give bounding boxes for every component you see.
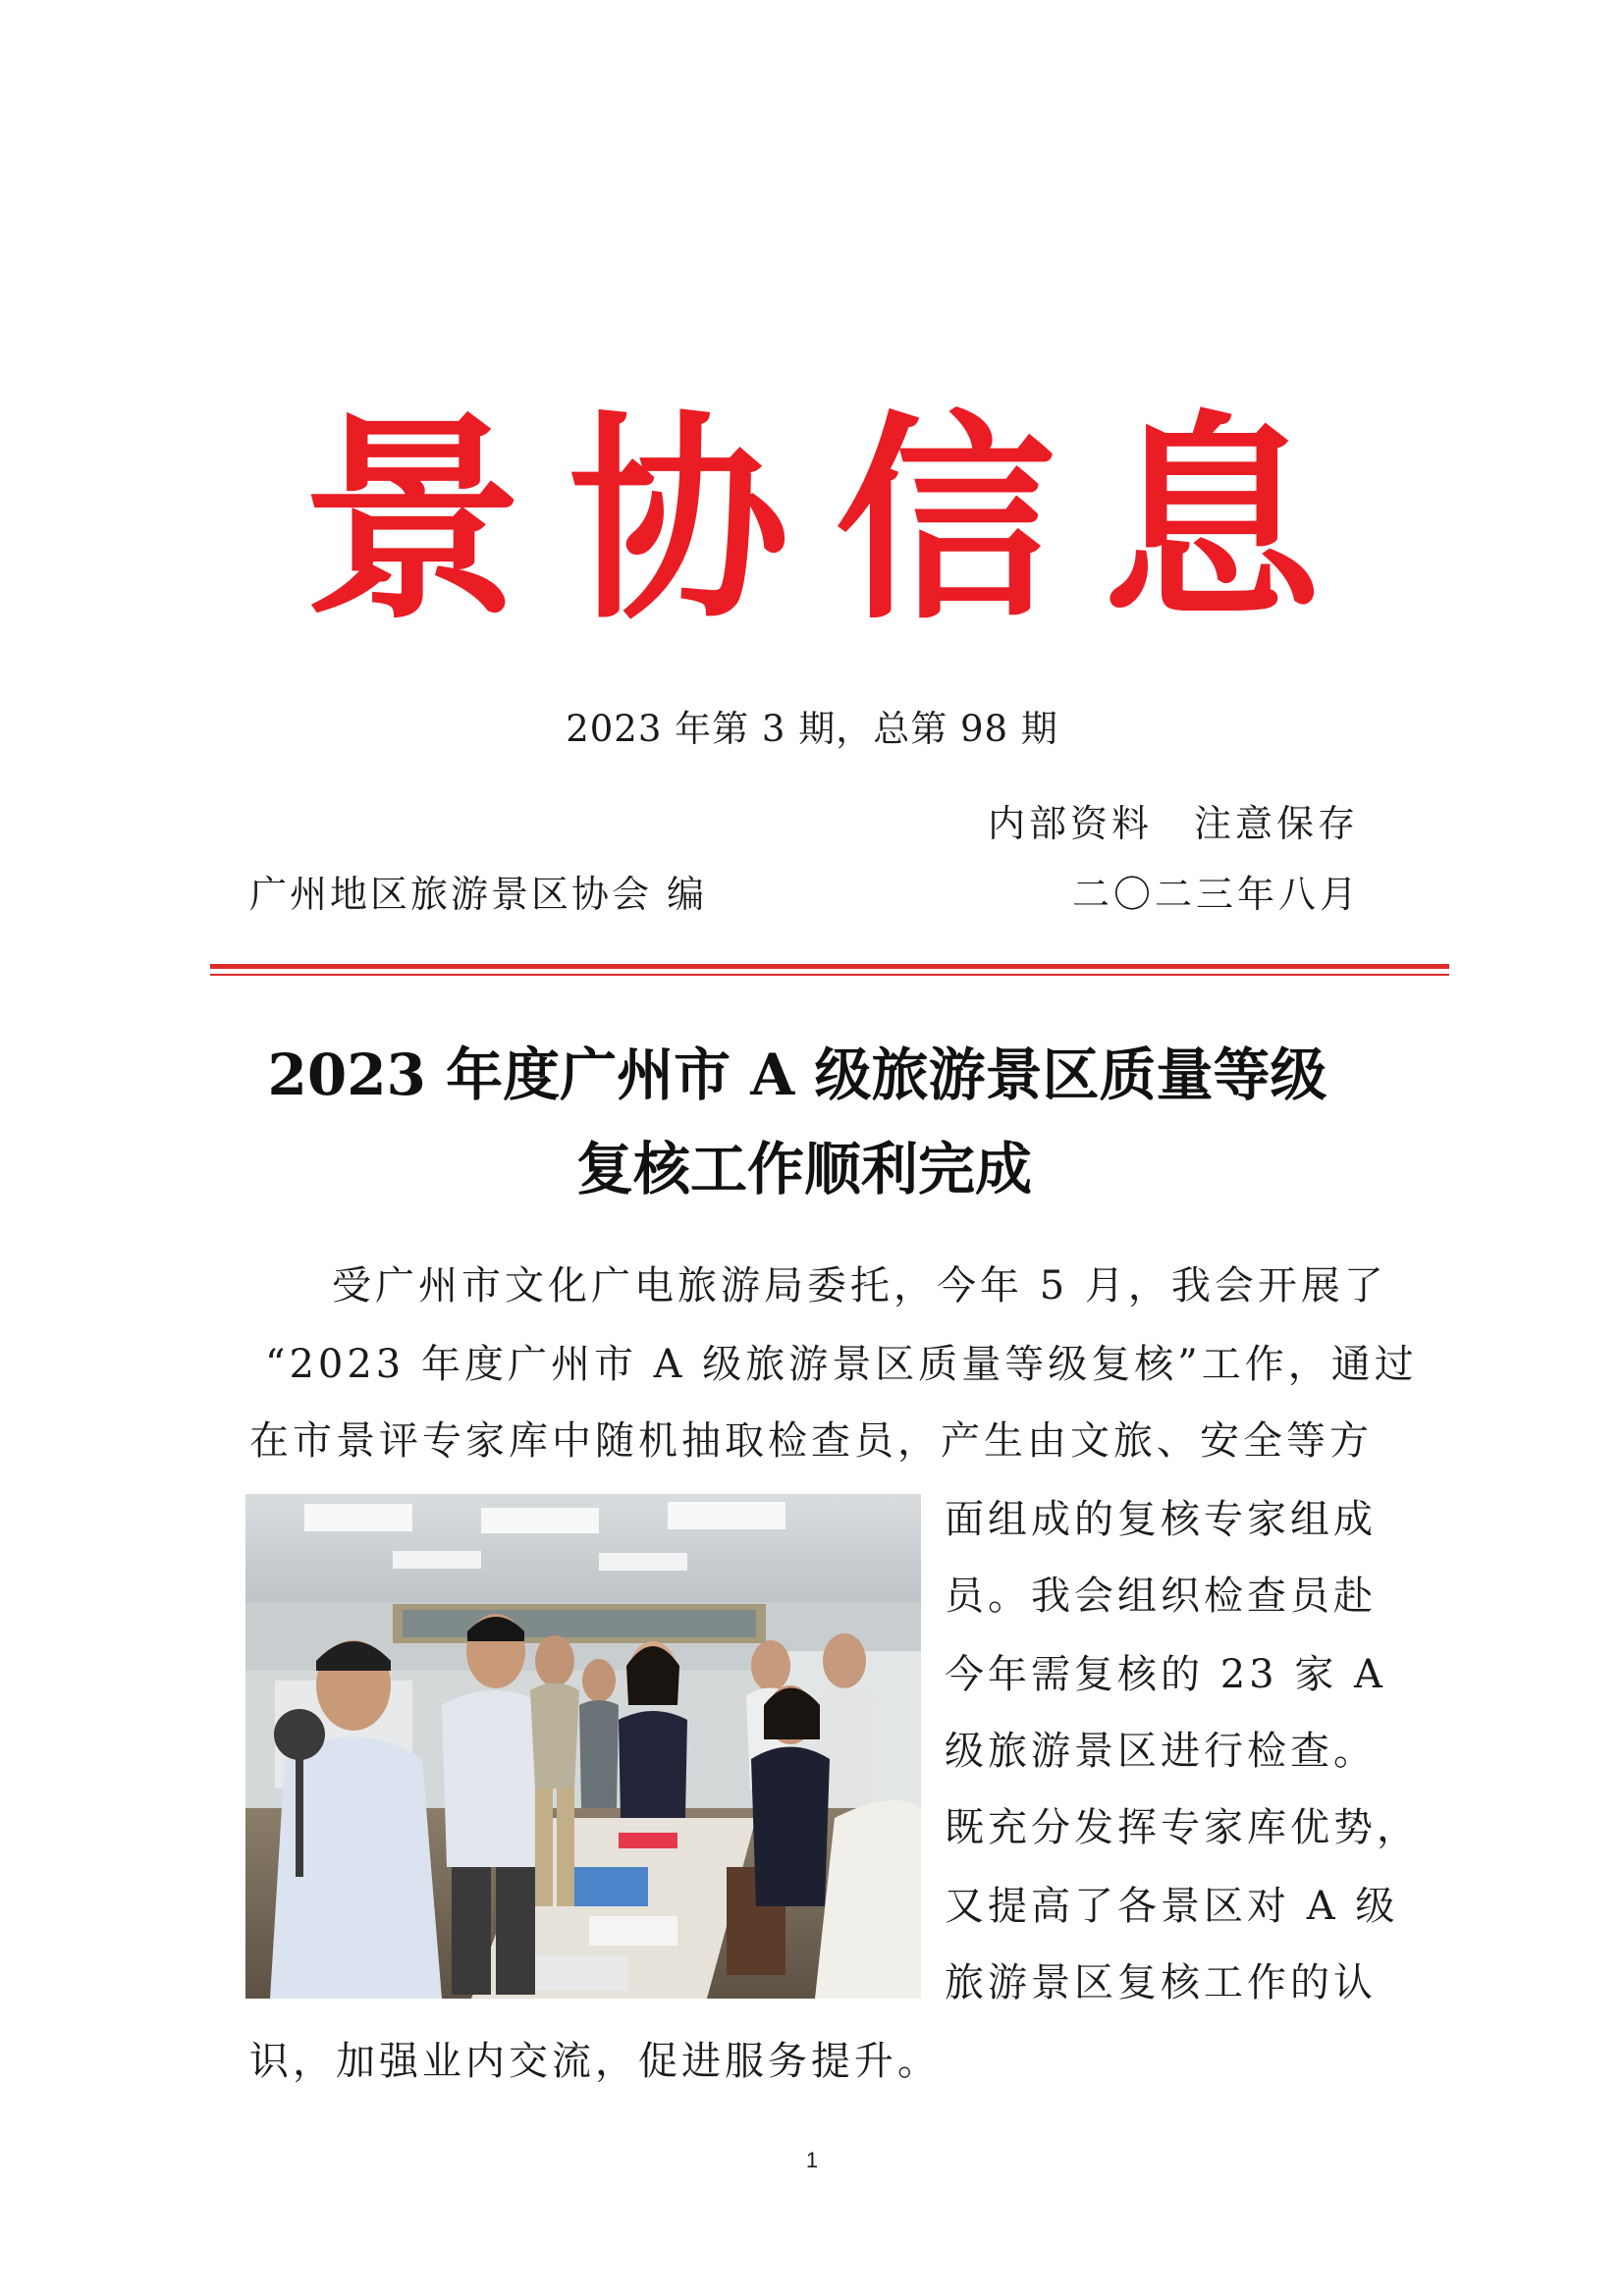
masthead-char-1: 景 bbox=[302, 391, 522, 649]
body-line: 面组成的复核专家组成 bbox=[945, 1497, 1377, 1542]
page-number: 1 bbox=[805, 2148, 819, 2172]
body-line: 既充分发挥专家库优势， bbox=[945, 1805, 1420, 1850]
article-title-line-2: 复核工作顺利完成 bbox=[575, 1136, 1032, 1202]
body-line: 员。我会组织检查员赴 bbox=[945, 1574, 1377, 1619]
internal-note: 内部资料 注意保存 bbox=[987, 802, 1359, 845]
article-title-line-1: 2023 年度广州市 A 级旅游景区质量等级 bbox=[267, 1041, 1327, 1108]
body-line: 识，加强业内交流，促进服务提升。 bbox=[249, 2039, 941, 2084]
issue-number: 2023 年第 3 期，总第 98 期 bbox=[566, 708, 1058, 750]
masthead-char-3: 信 bbox=[835, 391, 1056, 649]
header-rule-thin bbox=[210, 974, 1449, 976]
article-photo bbox=[245, 1494, 921, 1999]
editor-line: 广州地区旅游景区协会 编 bbox=[249, 873, 708, 916]
body-line: 旅游景区复核工作的认 bbox=[945, 1960, 1377, 2005]
body-line: 又提高了各景区对 A 级 bbox=[945, 1884, 1399, 1929]
body-line: 今年需复核的 23 家 A bbox=[945, 1652, 1386, 1697]
body-line: 在市景评专家库中随机抽取检查员，产生由文旅、安全等方 bbox=[249, 1418, 1373, 1464]
body-line: 级旅游景区进行检查。 bbox=[945, 1729, 1377, 1774]
masthead-char-4: 息 bbox=[1101, 391, 1322, 649]
issue-date: 二〇二三年八月 bbox=[1071, 873, 1361, 916]
body-line: 受广州市文化广电旅游局委托，今年 5 月，我会开展了 bbox=[332, 1263, 1387, 1308]
body-line: “2023 年度广州市 A 级旅游景区质量等级复核”工作，通过 bbox=[265, 1342, 1418, 1387]
masthead-title bbox=[295, 393, 1329, 648]
header-rule-thick bbox=[210, 964, 1449, 969]
masthead-char-2: 协 bbox=[568, 391, 789, 649]
